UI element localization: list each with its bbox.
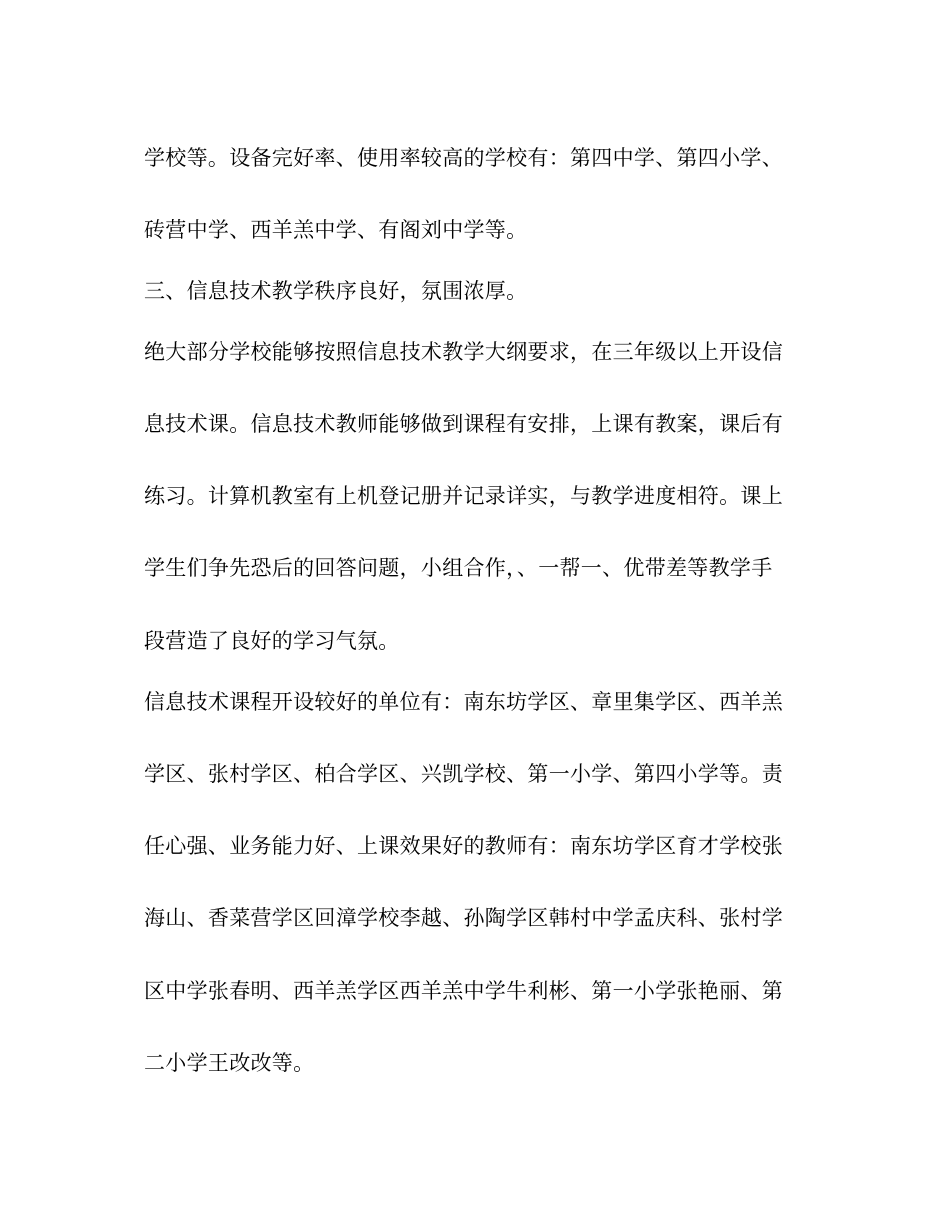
text-line-2: 砖营中学、西羊羔中学、有阁刘中学等。 <box>144 218 528 242</box>
section-heading: 三、信息技术教学秩序良好，氛围浓厚。 <box>144 279 528 303</box>
text-line-11: 海山、香菜营学区回漳学校李越、孙陶学区韩村中学孟庆科、张村学 <box>144 906 783 930</box>
text-line-6: 学生们争先恐后的回答问题，小组合作，、一帮一、优带差等教学手 <box>144 556 773 580</box>
text-line-8: 信息技术课程开设较好的单位有：南东坊学区、章里集学区、西羊羔 <box>144 690 783 714</box>
text-line-3: 绝大部分学校能够按照信息技术教学大纲要求，在三年级以上开设信 <box>144 340 783 364</box>
text-line-9: 学区、张村学区、柏合学区、兴凯学校、第一小学、第四小学等。责 <box>144 762 783 786</box>
text-line-13: 二小学王改改等。 <box>144 1051 315 1075</box>
text-line-4: 息技术课。信息技术教师能够做到课程有安排，上课有教案，课后有 <box>144 412 783 436</box>
text-line-1: 学校等。设备完好率、使用率较高的学校有：第四中学、第四小学、 <box>144 146 783 170</box>
text-line-10: 任心强、业务能力好、上课效果好的教师有：南东坊学区育才学校张 <box>144 834 783 858</box>
text-line-5: 练习。计算机教室有上机登记册并记录详实，与教学进度相符。课上 <box>144 484 783 508</box>
text-line-7: 段营造了良好的学习气氛。 <box>144 629 400 653</box>
text-line-12: 区中学张春明、西羊羔学区西羊羔中学牛利彬、第一小学张艳丽、第 <box>144 979 783 1003</box>
